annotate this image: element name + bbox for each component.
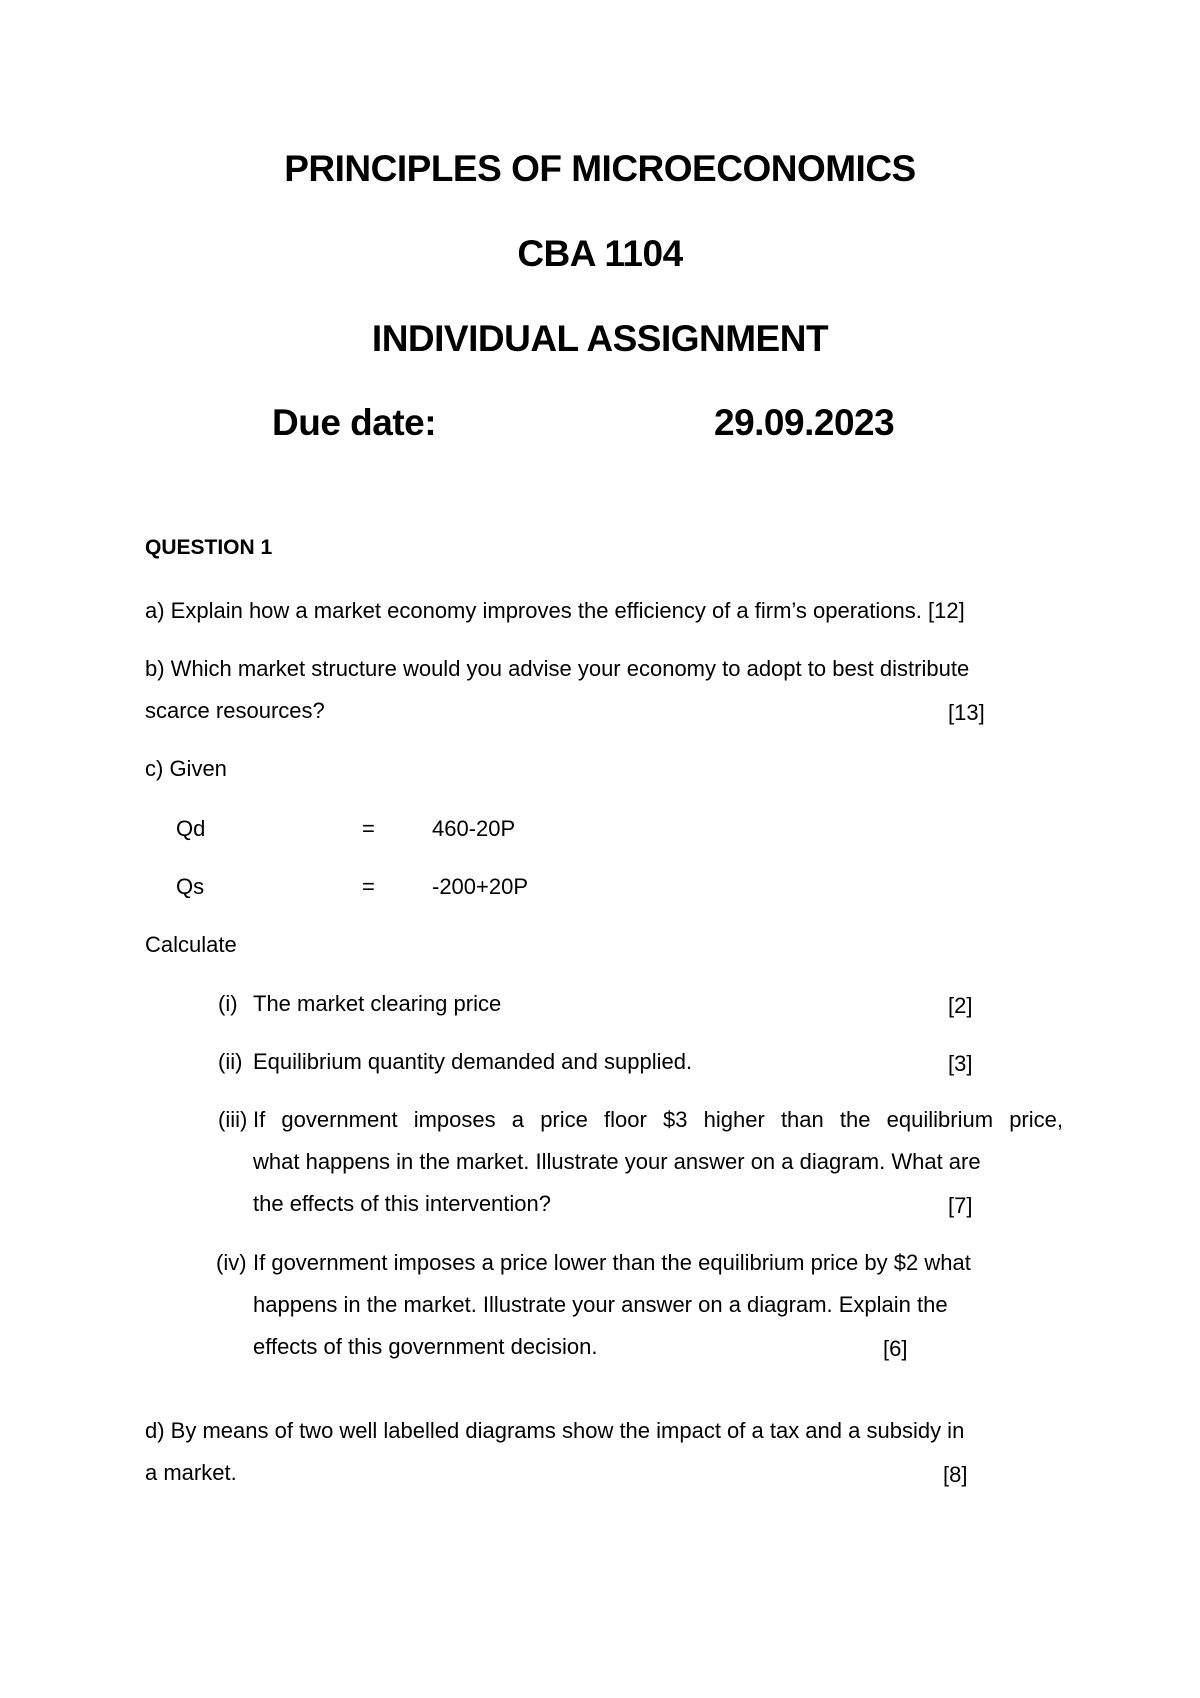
- part-iii-line2: what happens in the market. Illustrate your answer on a diagram. What are: [253, 1149, 981, 1174]
- part-ii-text: Equilibrium quantity demanded and supplied.: [253, 1049, 693, 1074]
- part-iii-line1: If government imposes a price floor $3 higher than the equilibrium price,: [253, 1107, 1063, 1132]
- equation-lhs: Qs: [176, 874, 205, 899]
- question-c-intro: c) Given: [145, 756, 227, 781]
- question-d-line1: d) By means of two well labelled diagrams show the impact of a tax and a subsidy in: [145, 1418, 965, 1443]
- assignment-type: INDIVIDUAL ASSIGNMENT: [371, 318, 829, 359]
- part-ii-mark: [3]: [948, 1051, 973, 1076]
- equation-equals: =: [362, 816, 375, 841]
- course-code: CBA 1104: [517, 233, 683, 274]
- due-date-value: 29.09.2023: [714, 402, 895, 443]
- question-d-line2: a market.: [145, 1460, 237, 1485]
- part-iii-mark: [7]: [948, 1193, 973, 1218]
- calculate-label: Calculate: [145, 932, 237, 957]
- part-iv-line1: If government imposes a price lower than the equilibrium price by $2 what: [253, 1250, 971, 1275]
- question-b-mark: [13]: [948, 700, 985, 725]
- equation-rhs: -200+20P: [432, 874, 529, 899]
- part-iv-mark: [6]: [883, 1336, 908, 1361]
- question-heading: QUESTION 1: [145, 536, 273, 559]
- course-title: PRINCIPLES OF MICROECONOMICS: [284, 148, 916, 189]
- part-iv-number: (iv): [216, 1250, 247, 1275]
- part-i-mark: [2]: [948, 993, 973, 1018]
- part-iii-line3: the effects of this intervention?: [253, 1191, 551, 1216]
- question-b-line2: scarce resources?: [145, 698, 325, 723]
- question-a-text: a) Explain how a market economy improves the efficiency of a firm’s operations. [12]: [145, 598, 965, 623]
- part-iv-line2: happens in the market. Illustrate your answer on a diagram. Explain the: [253, 1292, 948, 1317]
- question-d-mark: [8]: [943, 1462, 968, 1487]
- equation-rhs: 460-20P: [432, 816, 516, 841]
- equation-equals: =: [362, 874, 375, 899]
- due-date-label: Due date:: [272, 402, 437, 443]
- part-i-number: (i): [218, 991, 238, 1016]
- question-a-mark: [12]: [928, 598, 965, 623]
- part-iv-line3: effects of this government decision.: [253, 1334, 598, 1359]
- part-i-text: The market clearing price: [253, 991, 502, 1016]
- part-ii-number: (ii): [218, 1049, 243, 1074]
- part-iii-number: (iii): [218, 1107, 248, 1132]
- equation-lhs: Qd: [176, 816, 206, 841]
- question-b-line1: b) Which market structure would you advise your economy to adopt to best distribute: [145, 656, 970, 681]
